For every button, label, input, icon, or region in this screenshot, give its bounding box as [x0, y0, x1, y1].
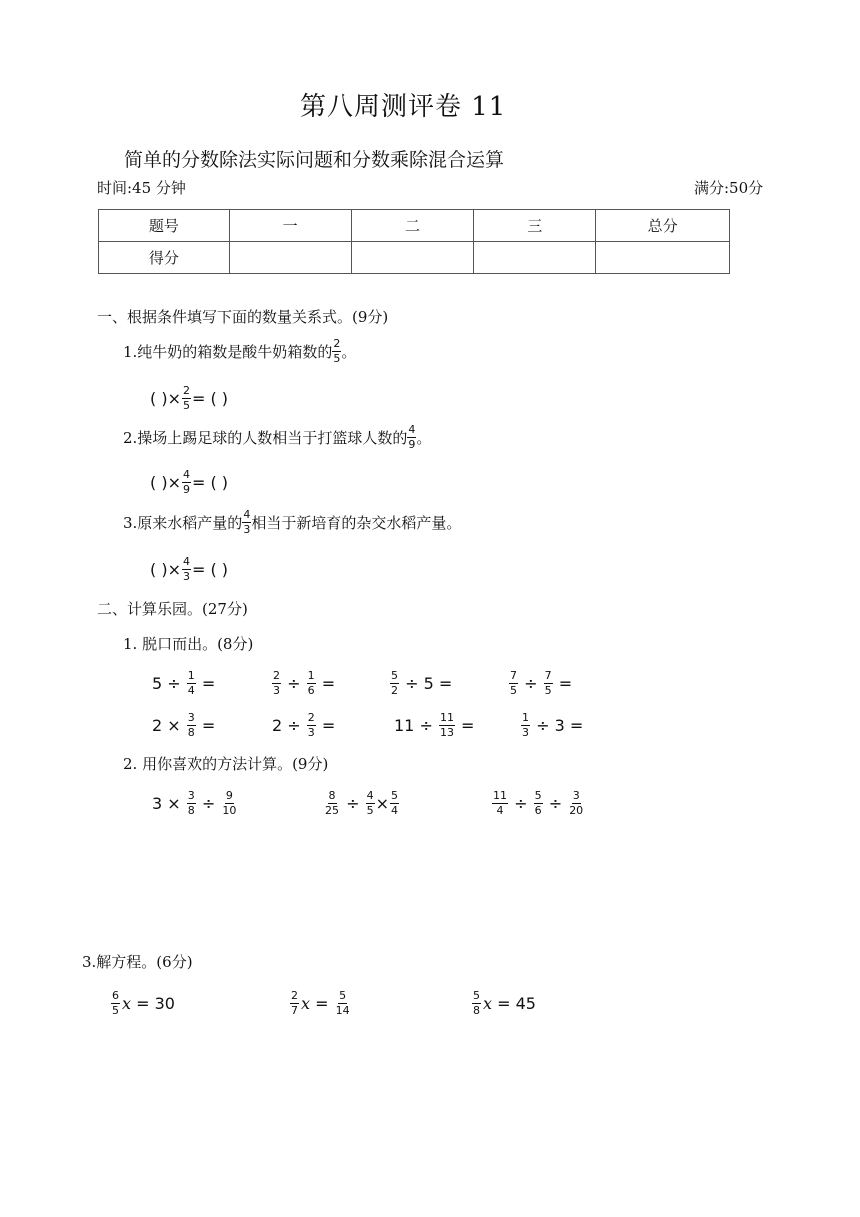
- expr-text: 2 ×: [152, 715, 181, 735]
- frac-num: 2: [182, 384, 190, 397]
- frac-den: 9: [408, 437, 416, 451]
- oral-calc-7: [394, 712, 474, 738]
- calc-expr-3: [491, 790, 585, 816]
- eq-left: ( )×: [150, 472, 181, 492]
- fraction: [472, 990, 481, 1016]
- score-header-cell: 一: [229, 210, 351, 242]
- question-text: 3.原来水稻产量的: [123, 514, 243, 533]
- expr-text: =: [321, 715, 336, 735]
- frac-den: 8: [473, 1003, 480, 1017]
- expr-text: = 45: [497, 993, 536, 1013]
- frac-num: 2: [333, 337, 341, 350]
- expr-text: ÷ 3 =: [536, 715, 584, 735]
- frac-den: 5: [544, 683, 552, 697]
- fraction: [182, 385, 191, 411]
- oral-calc-2: [271, 670, 335, 696]
- frac-den: 3: [182, 569, 190, 583]
- frac-num: 7: [510, 669, 517, 682]
- part1-label: 1. 脱口而出。(8分): [123, 635, 254, 653]
- expr-text: =: [201, 673, 216, 693]
- frac-den: 5: [510, 683, 517, 697]
- frac-num: 11: [439, 711, 454, 724]
- eq-right: = ( ): [191, 472, 229, 492]
- fraction: [509, 670, 518, 696]
- fraction: [439, 712, 455, 738]
- frac-den: 4: [391, 803, 398, 817]
- eq-right: = ( ): [191, 388, 229, 408]
- score-row-label: 得分: [99, 242, 230, 274]
- expr-operator: ÷: [201, 793, 216, 813]
- expr-text: =: [558, 673, 573, 693]
- expr-text: =: [321, 673, 336, 693]
- full-score: 满分:50分: [694, 179, 764, 197]
- calc-expr-2: [323, 790, 400, 816]
- frac-num: 2: [307, 711, 315, 724]
- eq-left: ( )×: [150, 559, 181, 579]
- fraction: [492, 790, 508, 816]
- expr-text: 5 ÷: [152, 673, 181, 693]
- fraction: [390, 670, 399, 696]
- frac-num: 4: [182, 468, 190, 481]
- fraction: [307, 670, 316, 696]
- score-header-cell: 三: [474, 210, 596, 242]
- frac-num: 8: [328, 789, 336, 802]
- expr-text: = 30: [136, 993, 175, 1013]
- relation-1-1: [150, 385, 228, 411]
- relation-1-2: [150, 469, 228, 495]
- fraction: [568, 790, 584, 816]
- frac-num: 5: [391, 669, 398, 682]
- expr-text: 3 ×: [152, 793, 181, 813]
- frac-den: 13: [439, 725, 454, 739]
- frac-num: 9: [225, 789, 233, 802]
- expr-operator: ÷: [548, 793, 563, 813]
- frac-num: 3: [187, 789, 195, 802]
- fraction: [307, 712, 316, 738]
- equation-1: [110, 990, 175, 1016]
- score-table-score-row: [99, 242, 730, 274]
- frac-num: 5: [534, 789, 542, 802]
- oral-calc-3: [389, 670, 452, 696]
- page-subtitle: 简单的分数除法实际问题和分数乘除混合运算: [124, 149, 505, 171]
- fraction: [390, 790, 399, 816]
- frac-den: 8: [187, 725, 195, 739]
- equation-2: [289, 990, 352, 1016]
- frac-num: 2: [291, 989, 298, 1002]
- frac-num: 1: [522, 711, 529, 724]
- score-header-cell: 二: [351, 210, 474, 242]
- question-text-end: 相当于新培育的杂交水稻产量。: [251, 514, 462, 533]
- frac-den: 6: [307, 683, 315, 697]
- question-1-1: [123, 337, 357, 366]
- fraction: [521, 712, 530, 738]
- frac-num: 7: [544, 669, 552, 682]
- relation-1-3: [150, 556, 228, 582]
- frac-den: 3: [273, 683, 280, 697]
- frac-num: 3: [572, 789, 580, 802]
- question-text: 1.纯牛奶的箱数是酸牛奶箱数的: [123, 343, 333, 362]
- expr-text: =: [201, 715, 216, 735]
- section1-heading: 一、根据条件填写下面的数量关系式。(9分): [97, 308, 389, 326]
- score-table: [98, 209, 730, 274]
- expr-text: =: [461, 715, 475, 735]
- fraction: [324, 790, 340, 816]
- oral-calc-6: [272, 712, 335, 738]
- frac-den: 4: [496, 803, 504, 817]
- expr-operator: ÷: [514, 793, 528, 813]
- oral-calc-5: [152, 712, 215, 738]
- fraction: [187, 670, 196, 696]
- fraction: [182, 469, 191, 495]
- fraction: [366, 790, 375, 816]
- frac-num: 5: [391, 789, 398, 802]
- variable: x: [301, 993, 311, 1013]
- fraction: [272, 670, 281, 696]
- frac-den: 2: [391, 683, 398, 697]
- page-title: 第八周测评卷 11: [300, 92, 507, 122]
- section2-heading: 二、计算乐园。(27分): [97, 600, 248, 618]
- equation-3: [471, 990, 536, 1016]
- expr-text: ÷: [524, 673, 538, 693]
- frac-den: 3: [243, 522, 251, 536]
- expr-operator: ×: [375, 793, 389, 813]
- frac-den: 3: [522, 725, 529, 739]
- fraction: [242, 509, 251, 535]
- question-text: 2.操场上踢足球的人数相当于打篮球人数的: [123, 429, 408, 448]
- fraction: [332, 338, 341, 364]
- expr-operator: ÷: [346, 793, 360, 813]
- frac-num: 11: [493, 789, 507, 802]
- frac-den: 10: [222, 803, 237, 817]
- time-limit: 时间:45 分钟: [97, 179, 186, 197]
- fraction: [182, 556, 191, 582]
- frac-num: 4: [408, 423, 416, 436]
- expr-text: 2 ÷: [272, 715, 301, 735]
- fraction: [407, 424, 416, 450]
- variable: x: [122, 993, 132, 1013]
- frac-den: 6: [534, 803, 542, 817]
- eq-left: ( )×: [150, 388, 181, 408]
- expr-text: ÷: [287, 673, 301, 693]
- eq-right: = ( ): [191, 559, 229, 579]
- frac-den: 9: [182, 482, 190, 496]
- score-header-cell: 题号: [99, 210, 230, 242]
- expr-text: 11 ÷: [394, 715, 433, 735]
- part2-label: 2. 用你喜欢的方法计算。(9分): [123, 755, 329, 773]
- fraction: [290, 990, 299, 1016]
- score-cell[interactable]: [351, 242, 474, 274]
- frac-den: 7: [291, 1003, 298, 1017]
- fraction: [534, 790, 543, 816]
- section3-heading: 3.解方程。(6分): [82, 953, 193, 971]
- frac-den: 4: [187, 683, 195, 697]
- frac-den: 3: [307, 725, 315, 739]
- frac-num: 4: [182, 555, 190, 568]
- frac-num: 5: [473, 989, 480, 1002]
- frac-num: 4: [366, 789, 374, 802]
- expr-text: =: [315, 993, 329, 1013]
- oral-calc-1: [152, 670, 215, 696]
- fraction: [221, 790, 237, 816]
- score-cell[interactable]: [229, 242, 351, 274]
- frac-den: 5: [366, 803, 374, 817]
- calc-expr-1: [152, 790, 238, 816]
- score-header-cell: 总分: [596, 210, 730, 242]
- frac-den: 5: [333, 351, 341, 365]
- score-cell[interactable]: [474, 242, 596, 274]
- variable: x: [483, 993, 493, 1013]
- frac-num: 5: [339, 989, 347, 1002]
- fraction: [111, 990, 120, 1016]
- fraction: [335, 990, 351, 1016]
- question-1-3: [123, 508, 462, 537]
- question-text-end: 。: [341, 343, 357, 362]
- frac-den: 5: [182, 398, 190, 412]
- frac-num: 4: [243, 508, 251, 521]
- score-table-header-row: [99, 210, 730, 242]
- question-text-end: 。: [416, 429, 432, 448]
- frac-num: 1: [187, 669, 195, 682]
- frac-den: 8: [187, 803, 195, 817]
- fraction: [187, 790, 196, 816]
- frac-den: 20: [569, 803, 584, 817]
- frac-den: 14: [335, 1003, 350, 1017]
- question-1-2: [123, 423, 432, 452]
- fraction: [544, 670, 553, 696]
- fraction: [187, 712, 196, 738]
- frac-num: 2: [273, 669, 280, 682]
- frac-num: 3: [187, 711, 195, 724]
- frac-den: 5: [112, 1003, 119, 1017]
- frac-num: 1: [307, 669, 315, 682]
- expr-text: ÷ 5 =: [405, 673, 453, 693]
- oral-calc-8: [520, 712, 583, 738]
- score-cell[interactable]: [596, 242, 730, 274]
- frac-num: 6: [112, 989, 119, 1002]
- oral-calc-4: [508, 670, 572, 696]
- frac-den: 25: [325, 803, 339, 817]
